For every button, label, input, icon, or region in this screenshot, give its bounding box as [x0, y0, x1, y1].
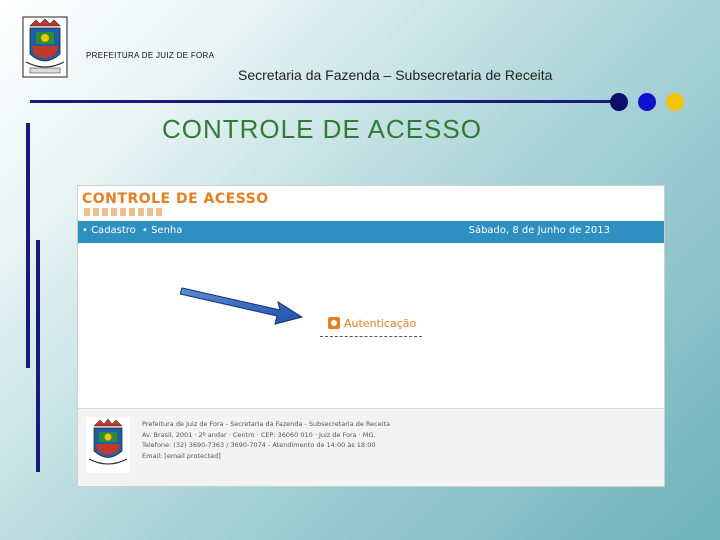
vertical-rule-left: [26, 123, 30, 368]
footer-line: Email: [email protected]: [142, 451, 221, 460]
app-screenshot: [77, 185, 665, 487]
footer-contact-info: [142, 419, 390, 461]
app-logo: CONTROLE DE ACESSO: [82, 191, 269, 207]
org-name: PREFEITURA DE JUIZ DE FORA: [86, 51, 215, 60]
horizontal-rule: [30, 100, 615, 103]
auth-link-label: Autenticação: [344, 316, 417, 330]
slide-subtitle: Secretaria da Fazenda – Subsecretaria de Receita: [238, 67, 553, 83]
nav-item-senha[interactable]: • Senha: [142, 225, 183, 236]
auth-link-underline: [320, 336, 422, 337]
key-icon: [328, 317, 340, 329]
coat-of-arms-icon: [22, 16, 68, 78]
footer-line: Telefone: (32) 3690-7363 / 3690-7074 - Atendimento de 14:00 às 18:00: [142, 441, 376, 449]
auth-link[interactable]: [328, 315, 416, 331]
app-logo-decoration: [84, 208, 162, 216]
decorative-dot-yellow: [666, 93, 684, 111]
decorative-dot-navy: [610, 93, 628, 111]
footer-line: Prefeitura de Juiz de Fora - Secretaria da Fazenda - Subsecretaria de Receita: [142, 420, 391, 428]
decorative-dot-blue: [638, 93, 656, 111]
nav-item-cadastro[interactable]: • Cadastro: [82, 225, 136, 236]
footer-line: Av. Brasil, 2001 · 2º andar · Centro · CEP: 36060 010 · Juiz de Fora · MG.: [142, 430, 376, 439]
app-footer: [78, 408, 664, 487]
app-nav-bar: [78, 221, 664, 243]
slide-heading: CONTROLE DE ACESSO: [162, 114, 482, 144]
vertical-rule-inner: [36, 240, 40, 472]
coat-of-arms-icon: [86, 417, 130, 473]
arrow-right-icon: [180, 280, 305, 325]
nav-date: Sábado, 8 de Junho de 2013: [468, 225, 610, 236]
